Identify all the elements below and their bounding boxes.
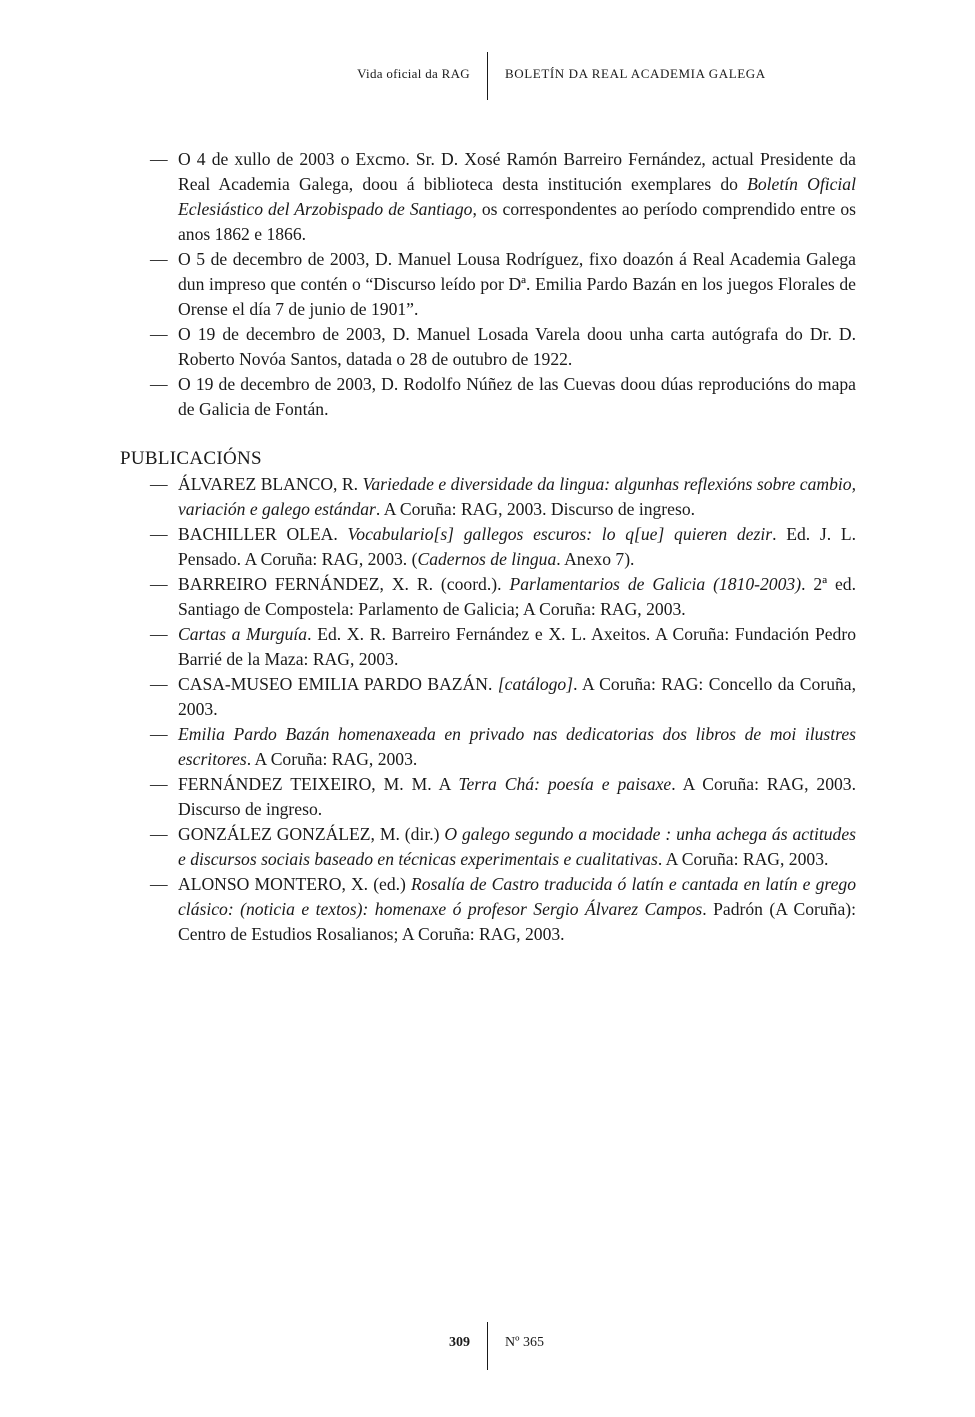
item-text: O 19 de decembro de 2003, D. Rodolfo Núñez de las Cuevas doou dúas reproducións do mapa de Galicia de Fontán. <box>178 374 856 419</box>
item-text: . A Coruña: RAG, 2003. Discurso de ingreso. <box>178 774 856 819</box>
item-italic-title: Vocabulario[s] gallegos escuros: lo q[ue] quieren dezir <box>347 524 773 544</box>
item-text: . A Coruña: RAG, 2003. Discurso de ingreso. <box>375 499 696 519</box>
item-text: BARREIRO FERNÁNDEZ, X. R. (coord.). <box>178 574 510 594</box>
publication-item <box>150 472 856 522</box>
item-text: , os correspondentes ao período comprendido entre os anos 1862 e 1866. <box>178 199 856 244</box>
list-dash: — <box>150 524 168 544</box>
list-dash: — <box>150 674 168 694</box>
item-text: . Ed. J. L. Pensado. A Coruña: RAG, 2003. ( <box>178 524 856 569</box>
item-text: . A Coruña: RAG: Concello da Coruña, 2003. <box>178 674 856 719</box>
item-italic-title: Emilia Pardo Bazán homenaxeada en privado nas dedicatorias dos libros de moi ilustres escritores <box>178 724 856 769</box>
running-header <box>0 52 975 100</box>
item-text: . 2ª ed. Santiago de Compostela: Parlamento de Galicia; A Coruña: RAG, 2003. <box>178 574 856 619</box>
list-dash: — <box>150 149 168 169</box>
publication-item <box>150 872 856 947</box>
donation-item <box>150 322 856 372</box>
page-number: 309 <box>449 1335 470 1350</box>
list-dash: — <box>150 574 168 594</box>
header-journal-title: BOLETÍN DA REAL ACADEMIA GALEGA <box>505 66 766 81</box>
item-text: ÁLVAREZ BLANCO, R. <box>178 474 363 494</box>
item-text: O 4 de xullo de 2003 o Excmo. Sr. D. Xosé Ramón Barreiro Fernández, actual Presidente da Real Academia Galega, doou á biblioteca desta institución exemplares do <box>178 149 856 194</box>
item-italic-title: O galego segundo a mocidade : unha achega ás actitudes e discursos sociais baseado en técnicas experimentais e cualitativas <box>178 824 856 869</box>
list-dash: — <box>150 824 168 844</box>
item-text: . A Coruña: RAG, 2003. <box>246 749 418 769</box>
publication-item <box>150 572 856 622</box>
header-divider <box>487 52 488 100</box>
list-dash: — <box>150 374 168 394</box>
donation-item <box>150 372 856 422</box>
item-italic-title: Parlamentarios de Galicia (1810-2003) <box>509 574 802 594</box>
footer-divider <box>487 1322 488 1370</box>
page-body <box>120 147 856 947</box>
item-italic-title: Variedade e diversidade da lingua: algunhas reflexións sobre cambio, variación e galego estándar <box>178 474 856 519</box>
donation-item <box>150 247 856 322</box>
publication-item <box>150 772 856 822</box>
publication-item <box>150 622 856 672</box>
item-text: FERNÁNDEZ TEIXEIRO, M. M. A <box>178 774 459 794</box>
publication-item <box>150 522 856 572</box>
publication-item <box>150 822 856 872</box>
header-section-title: Vida oficial da RAG <box>357 66 470 81</box>
list-dash: — <box>150 724 168 744</box>
item-italic-title: Cadernos de lingua <box>417 549 557 569</box>
item-italic-title: Cartas a Murguía <box>178 624 308 644</box>
publication-item <box>150 672 856 722</box>
item-text: O 5 de decembro de 2003, D. Manuel Lousa Rodríguez, fixo doazón á Real Academia Galega dun impreso que contén o “Discurso leído por Dª. Emilia Pardo Bazán en los juegos Florales de Orense el día 7 de junio de 1901”. <box>178 249 856 319</box>
running-footer <box>0 1322 975 1370</box>
item-text: BACHILLER OLEA. <box>178 524 348 544</box>
list-dash: — <box>150 774 168 794</box>
list-dash: — <box>150 624 168 644</box>
item-text: ALONSO MONTERO, X. (ed.) <box>178 874 412 894</box>
item-text: GONZÁLEZ GONZÁLEZ, M. (dir.) <box>178 824 445 844</box>
list-dash: — <box>150 474 168 494</box>
item-italic-title: Rosalía de Castro traducida ó latín e cantada en latín e grego clásico: (noticia e textos): homenaxe ó profesor Sergio Álvarez Campos <box>178 874 856 919</box>
publication-item <box>150 722 856 772</box>
list-dash: — <box>150 324 168 344</box>
item-text: O 19 de decembro de 2003, D. Manuel Losada Varela doou unha carta autógrafa do Dr. D. Roberto Novóa Santos, datada o 28 de outubro de 1922. <box>178 324 856 369</box>
item-text: . Padrón (A Coruña): Centro de Estudios Rosalianos; A Coruña: RAG, 2003. <box>178 899 856 944</box>
item-italic-title: Boletín Oficial Eclesiástico del Arzobispado de Santiago <box>178 174 856 219</box>
list-dash: — <box>150 874 168 894</box>
item-italic-title: [catálogo] <box>497 674 574 694</box>
item-text: . Ed. X. R. Barreiro Fernández e X. L. Axeitos. A Coruña: Fundación Pedro Barrié de la Maza: RAG, 2003. <box>178 624 856 669</box>
publications-heading: PUBLICACIÓNS <box>120 448 262 469</box>
item-text: CASA-MUSEO EMILIA PARDO BAZÁN. <box>178 674 498 694</box>
donation-item <box>150 147 856 247</box>
list-dash: — <box>150 249 168 269</box>
item-text: . A Coruña: RAG, 2003. <box>657 849 829 869</box>
item-italic-title: Terra Chá: poesía e paisaxe <box>458 774 672 794</box>
item-text: . Anexo 7). <box>556 549 635 569</box>
issue-number: Nº 365 <box>505 1335 544 1350</box>
